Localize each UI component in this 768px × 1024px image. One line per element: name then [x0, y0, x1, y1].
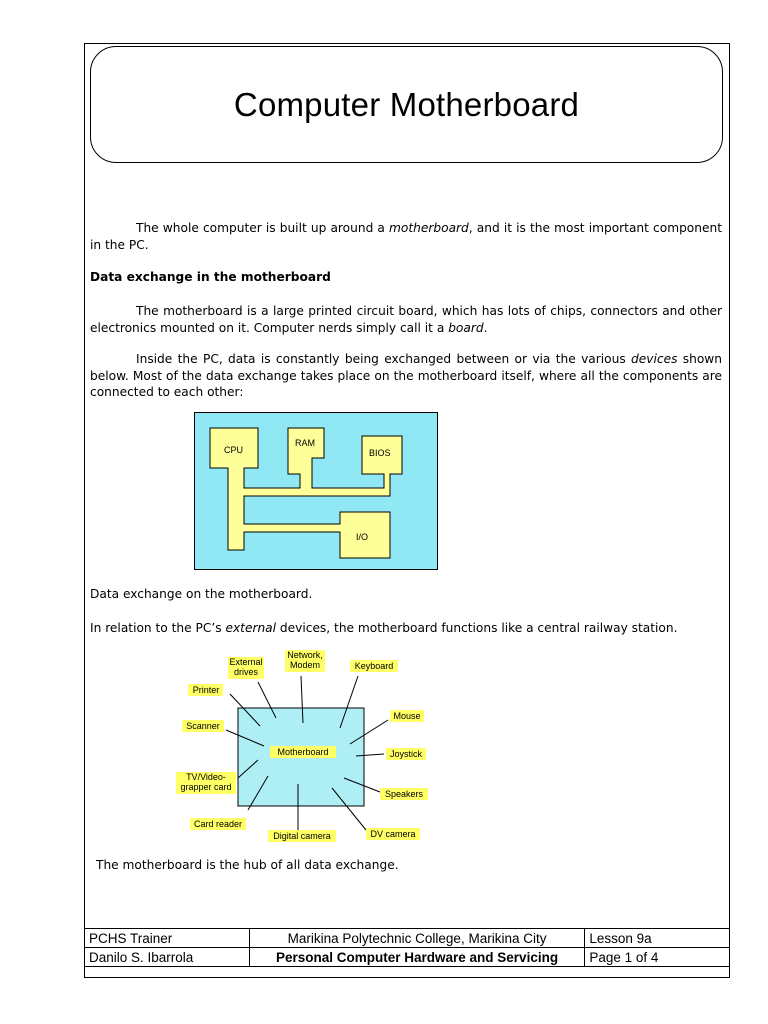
- para1-text: The motherboard is a large printed circuit board, which has lots of chips, connectors and other electronics mounted on it. Computer nerds simply call it a: [90, 304, 722, 335]
- external-drives-label-2: drives: [233, 667, 259, 677]
- motherboard-hub-label: Motherboard: [277, 747, 329, 757]
- intro-text-end: , and it is the most important component in the PC.: [90, 221, 722, 252]
- intro-paragraph: [90, 220, 722, 253]
- tv-video-card-label: TV/Video-: [186, 772, 226, 782]
- caption-hub: The motherboard is the hub of all data exchange.: [96, 858, 399, 872]
- printer-label: Printer: [192, 685, 220, 695]
- footer-course: Personal Computer Hardware and Servicing: [249, 948, 585, 967]
- para2-text-end: shown below. Most of the data exchange takes place on the motherboard itself, where all the components are connected to each other:: [90, 352, 722, 399]
- para1-text-end: .: [483, 320, 488, 335]
- para3-text-end: devices, the motherboard functions like a central railway station.: [276, 621, 678, 635]
- caption-data-exchange: Data exchange on the motherboard.: [90, 587, 313, 601]
- intro-emphasis: motherboard: [389, 221, 469, 235]
- section-heading: Data exchange in the motherboard: [90, 270, 331, 284]
- motherboard-data-diagram: [194, 412, 438, 570]
- speakers-label: Speakers: [384, 789, 424, 799]
- network-modem-label: Network,: [287, 650, 323, 660]
- external-drives-label: External: [229, 657, 263, 667]
- para2-emphasis: devices: [631, 352, 678, 366]
- footer-author: Danilo S. Ibarrola: [85, 948, 250, 967]
- intro-text: The whole computer is built up around a: [136, 221, 390, 235]
- motherboard-hub-diagram: [172, 648, 440, 846]
- mouse-label: Mouse: [393, 711, 421, 721]
- para3-emphasis: external: [225, 621, 277, 635]
- page-title: Computer Motherboard: [233, 85, 580, 123]
- io-label: I/O: [356, 532, 369, 542]
- paragraph-board: [90, 303, 722, 336]
- ram-label: RAM: [295, 438, 315, 448]
- para3-text: In relation to the PC’s: [90, 621, 226, 635]
- scanner-label: Scanner: [186, 721, 220, 731]
- cpu-label: CPU: [224, 445, 244, 455]
- para1-emphasis: board: [448, 320, 484, 335]
- paragraph-external: [90, 621, 677, 635]
- card-reader-label: Card reader: [193, 819, 243, 829]
- footer-row: [85, 948, 730, 967]
- dv-camera-label: DV camera: [370, 829, 416, 839]
- footer-page-number: Page 1 of 4: [585, 948, 730, 967]
- device-label-backgrounds: [176, 650, 428, 842]
- footer-lesson: Lesson 9a: [585, 929, 730, 948]
- para2-text: Inside the PC, data is constantly being exchanged between or via the various: [136, 352, 632, 366]
- tv-video-card-label-2: grapper card: [180, 782, 232, 792]
- footer-row: [85, 929, 730, 948]
- digital-camera-label: Digital camera: [273, 831, 331, 841]
- footer-trainer-label: PCHS Trainer: [85, 929, 250, 948]
- paragraph-devices: [90, 351, 722, 401]
- keyboard-label: Keyboard: [354, 661, 394, 671]
- footer-table: [84, 928, 730, 967]
- network-modem-label-2: Modem: [289, 660, 321, 670]
- joystick-label: Joystick: [389, 749, 423, 759]
- title-box: [90, 46, 723, 163]
- bios-label: BIOS: [369, 448, 391, 458]
- footer-college: Marikina Polytechnic College, Marikina City: [249, 929, 585, 948]
